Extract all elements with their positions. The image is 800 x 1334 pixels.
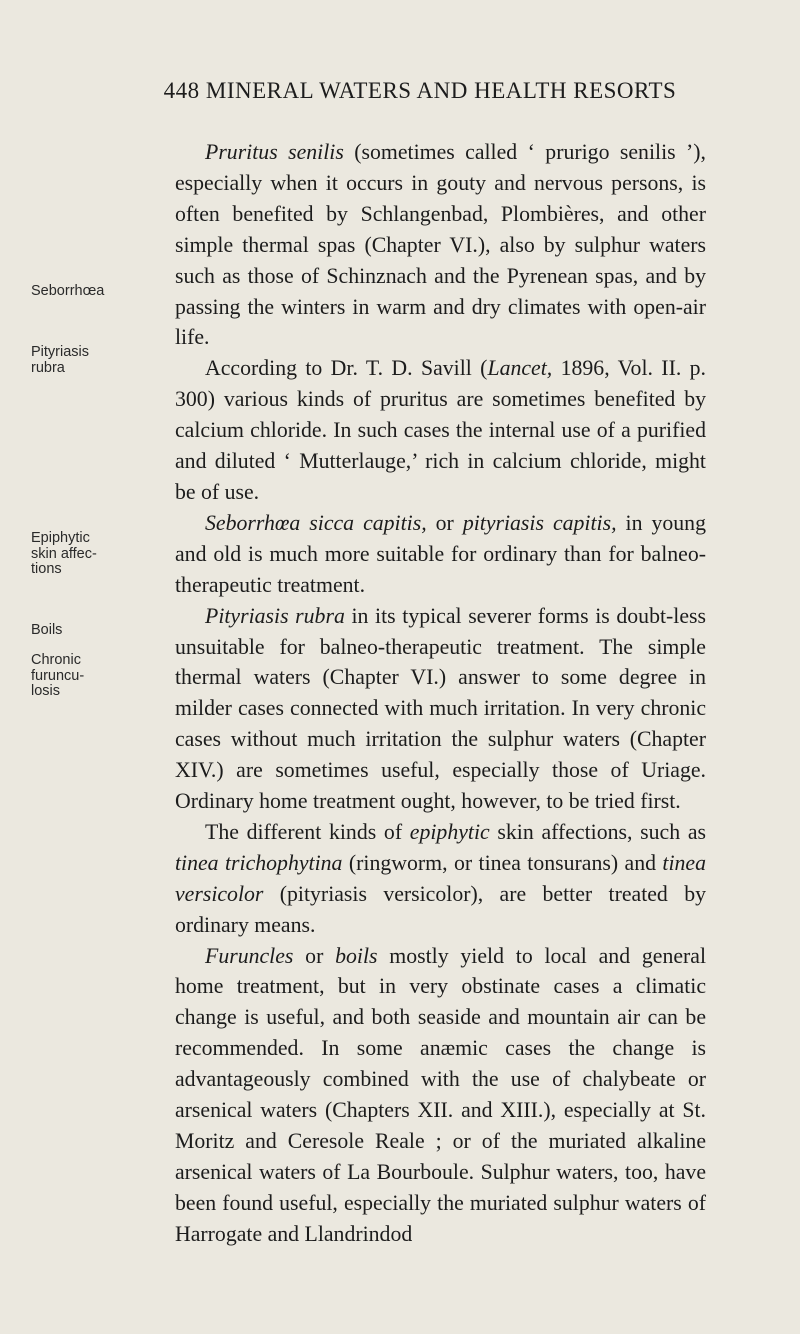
term-pityriasis-rubra: Pityriasis rubra (205, 603, 345, 628)
term-epiphytic: epiphytic (409, 819, 490, 844)
margin-note-boils: Boils (31, 622, 63, 638)
margin-note-seborrhoea: Seborrhœa (31, 283, 105, 299)
term-pruritus-senilis: Pruritus senilis (205, 140, 344, 164)
term-tinea-versicolor: tinea versicolor (175, 850, 706, 906)
running-header (140, 78, 700, 104)
term-boils: boils (335, 943, 378, 968)
page-number: 448 (163, 78, 200, 103)
term-tinea-trichophytina: tinea trichophytina (175, 850, 343, 875)
paragraph-furuncles: Furuncles or boils mostly yield to local and general home treatment, but in very obstinate cases a climatic change is useful, and both seaside and mountain air can be recommended. In some anæmic cases the change is advantageously combined with the use of chalybeate or arsenical waters (Chapters XII. and XIII.), especially at St. Moritz and Ceresole Reale ; or of the muriated alkaline arsenical waters of La Bourboule. Sulphur waters, too, have been found useful, especially the muriated sulphur waters of Harrogate and Llandrindod (175, 943, 707, 1246)
paragraph-seborrhoea: Seborrhœa sicca capitis, or pityriasis capitis, in young and old is much more suitable for ordinary than for balneo-therapeutic treatment. (175, 510, 706, 597)
term-furuncles: Furuncles (205, 943, 294, 968)
margin-note-furunculosis: Chronic furuncu- losis (31, 652, 85, 699)
margin-note-epiphytic: Epiphytic skin affec- tions (31, 530, 97, 577)
citation-lancet: Lancet, (487, 356, 553, 381)
paragraph-epiphytic: The different kinds of epiphytic skin affections, such as tinea trichophytina (ringworm, or tinea tonsurans) and tinea versicolor (pityriasis versicolor), are better treated by ordinary means. (175, 819, 706, 937)
body-text (175, 137, 706, 1250)
margin-note-pityriasis: Pityriasis rubra (31, 344, 90, 376)
paragraph-savill: According to Dr. T. D. Savill (Lancet, 1896, Vol. II. p. 300) various kinds of pruritus are sometimes benefited by calcium chloride. In such cases the internal use of a purified and diluted ‘ Mutterlauge,’ rich in calcium chloride, might be of use. (175, 356, 706, 504)
paragraph-pruritus: Pruritus senilis (sometimes called ‘ prurigo senilis ’), especially when it occurs in gouty and nervous persons, is often benefited by Schlangenbad, Plombières, and other simple thermal spas (Chapter VI.), also by sulphur waters such as those of Schinznach and the Pyrenean spas, and by passing the winters in warm and dry climates with open-air life. (175, 140, 706, 350)
term-pityriasis-capitis: pityriasis capitis, (462, 510, 617, 535)
paragraph-pityriasis-rubra: Pityriasis rubra in its typical severer forms is doubt-less unsuitable for balneo-therapeutic treatment. The simple thermal waters (Chapter VI.) answer to some degree in milder cases connected with much irritation. In very chronic cases without much irritation the sulphur waters (Chapter XIV.) are sometimes useful, especially those of Uriage. Ordinary home treatment ought, however, to be tried first. (175, 603, 706, 814)
header-title: MINERAL WATERS AND HEALTH RESORTS (205, 78, 677, 103)
term-seborrhoea: Seborrhœa sicca capitis, (205, 510, 427, 535)
